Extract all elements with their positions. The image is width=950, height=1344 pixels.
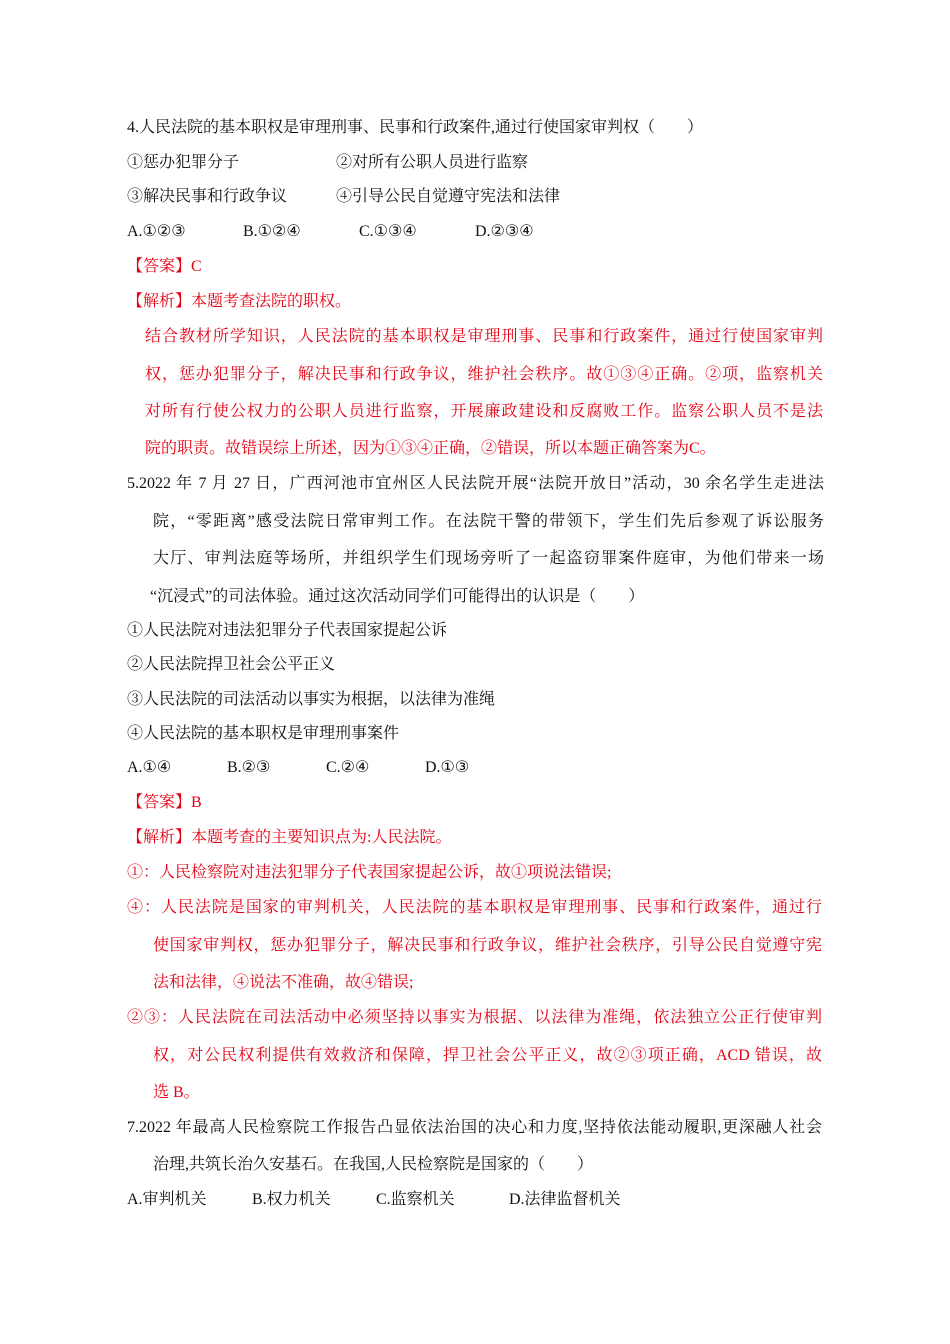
q5-analysis-line: 法和法律，④说法不准确，故④错误;: [153, 974, 414, 991]
q4-analysis-line: 权，惩办犯罪分子，解决民事和行政争议，维护社会秩序。故①③④正确。②项，监察机关: [145, 366, 823, 383]
q5-analysis-line: ②③：人民法院在司法活动中必须坚持以事实为根据、以法律为准绳，依法独立公正行使审判: [127, 1009, 822, 1026]
q5-analysis-line: 使国家审判权，惩办犯罪分子，解决民事和行政争议，维护社会秩序，引导公民自觉遵守宪: [153, 937, 822, 954]
q5-option: ④人民法院的基本职权是审理刑事案件: [127, 725, 400, 742]
q4-analysis-line: 结合教材所学知识，人民法院的基本职权是审理刑事、民事和行政案件，通过行使国家审判: [145, 328, 823, 345]
q5-analysis-line: ①：人民检察院对违法犯罪分子代表国家提起公诉，故①项说法错误;: [127, 864, 612, 881]
q5-analysis-line: ④：人民法院是国家的审判机关，人民法院的基本职权是审理刑事、民事和行政案件，通过行: [127, 899, 822, 916]
q4-analysis-line: 院的职责。故错误综上所述，因为①③④正确，②错误，所以本题正确答案为C。: [145, 440, 716, 457]
q4-analysis-title: 【解析】本题考查法院的职权。: [127, 293, 352, 310]
q4-option: ④引导公民自觉遵守宪法和法律: [336, 188, 561, 205]
q4-option: ③解决民事和行政争议: [127, 188, 288, 205]
q4-choice-b: B.①②④: [243, 223, 301, 240]
q7-choice-b: B.权力机关: [252, 1191, 331, 1208]
q5-answer: 【答案】B: [127, 794, 202, 811]
q4-choice-a: A.①②③: [127, 223, 186, 240]
q7-choice-d: D.法律监督机关: [509, 1191, 621, 1208]
q7-stem-line: 7.2022 年最高人民检察院工作报告凸显依法治国的决心和力度,坚持依法能动履职,更深融人社会: [127, 1119, 822, 1136]
q5-stem-line: 院，“零距离”感受法院日常审判工作。在法院干警的带领下，学生们先后参观了诉讼服务: [153, 513, 824, 530]
q5-stem-line: “沉浸式”的司法体验。通过这次活动同学们可能得出的认识是（ ）: [150, 588, 645, 605]
q4-option: ②对所有公职人员进行监察: [336, 154, 529, 171]
q5-choice-c: C.②④: [326, 759, 370, 776]
q5-analysis-line: 权，对公民权利提供有效救济和保障，捍卫社会公平正义，故②③项正确，ACD 错误，故: [153, 1047, 822, 1064]
q7-stem-line: 治理,共筑长治久安基石。在我国,人民检察院是国家的（ ）: [153, 1156, 594, 1173]
q4-analysis-line: 对所有行使公权力的公职人员进行监察，开展廉政建设和反腐败工作。监察公职人员不是法: [145, 403, 823, 420]
q5-analysis-line: 选 B。: [153, 1084, 200, 1101]
q5-option: ②人民法院捍卫社会公平正义: [127, 656, 336, 673]
q5-analysis-title: 【解析】本题考查的主要知识点为:人民法院。: [127, 829, 452, 846]
q4-answer: 【答案】C: [127, 258, 202, 275]
q5-choice-a: A.①④: [127, 759, 172, 776]
q5-option: ③人民法院的司法活动以事实为根据，以法律为准绳: [127, 691, 496, 708]
q7-choice-c: C.监察机关: [376, 1191, 455, 1208]
q7-choice-a: A.审判机关: [127, 1191, 207, 1208]
q5-choice-d: D.①③: [425, 759, 470, 776]
q4-option: ①惩办犯罪分子: [127, 154, 240, 171]
q5-stem-line: 大厅、审判法庭等场所，并组织学生们现场旁听了一起盗窃罪案件庭审，为他们带来一场: [153, 550, 824, 567]
q4-stem: 4.人民法院的基本职权是审理刑事、民事和行政案件,通过行使国家审判权（ ）: [127, 119, 704, 136]
q5-option: ①人民法院对违法犯罪分子代表国家提起公诉: [127, 622, 448, 639]
q5-stem-line: 5.2022 年 7 月 27 日，广西河池市宜州区人民法院开展“法院开放日”活动，30 余名学生走进法: [127, 475, 824, 492]
q4-choice-d: D.②③④: [475, 223, 534, 240]
q4-choice-c: C.①③④: [359, 223, 417, 240]
q5-choice-b: B.②③: [227, 759, 271, 776]
